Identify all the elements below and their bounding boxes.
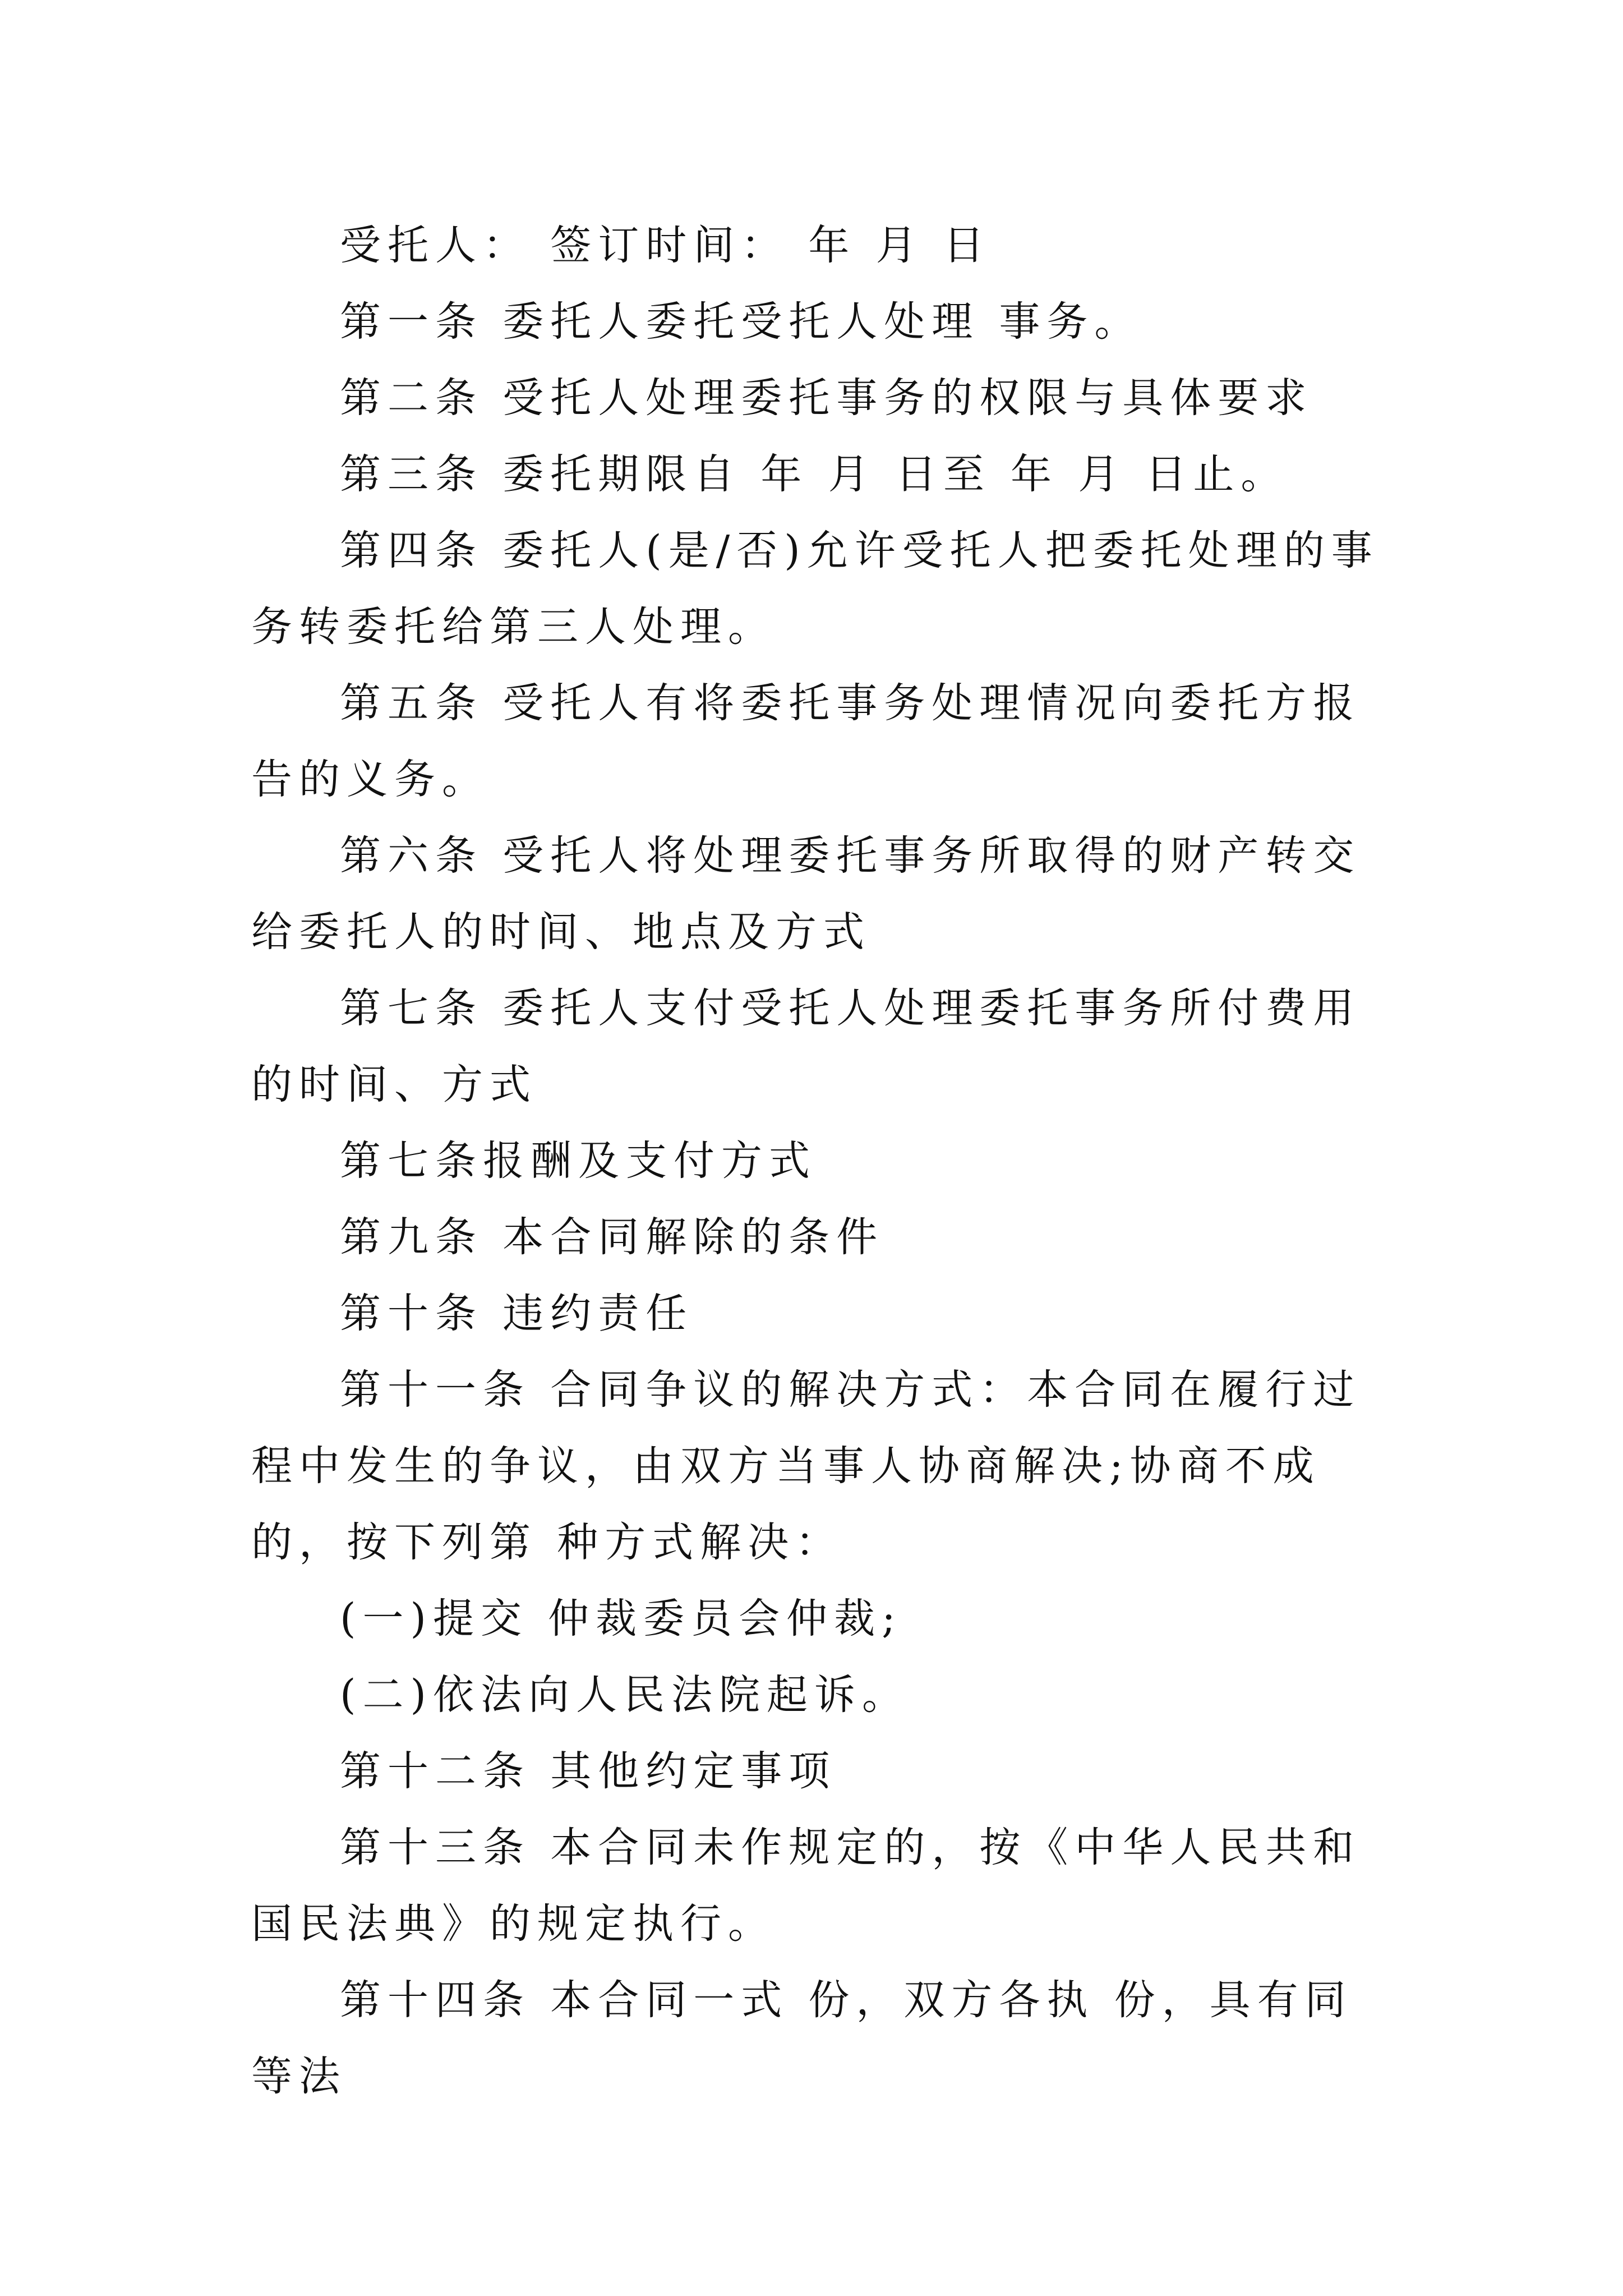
article-7: 第七条 委托人支付受托人处理委托事务所付费用的时间、方式 [251, 984, 1361, 1108]
article-5: 第五条 受托人有将委托事务处理情况向委托方报告的义务。 [251, 679, 1361, 803]
article-4: 第四条 委托人(是/否)允许受托人把委托处理的事务转委托给第三人处理。 [251, 527, 1379, 651]
article-9: 第九条 本合同解除的条件 [340, 1213, 884, 1261]
paragraph-signing-info: 受托人： 签订时间： 年 月 日 [340, 222, 991, 269]
article-14: 第十四条 本合同一式 份，双方各执 份，具有同等法 [251, 1976, 1353, 2100]
article-2: 第二条 受托人处理委托事务的权限与具体要求 [340, 374, 1313, 422]
article-11-option-2: (二)依法向人民法院起诉。 [340, 1671, 910, 1719]
article-3: 第三条 委托期限自 年 月 日至 年 月 日止。 [340, 450, 1289, 498]
article-10: 第十条 违约责任 [340, 1290, 694, 1337]
article-11: 第十一条 合同争议的解决方式：本合同在履行过程中发生的争议，由双方当事人协商解决;协商不成的，按下列第 种方式解决： [251, 1366, 1361, 1566]
article-7-remuneration: 第七条报酬及支付方式 [340, 1137, 817, 1185]
contract-body [251, 208, 1384, 2115]
article-11-option-1: (一)提交 仲裁委员会仲裁; [340, 1595, 902, 1642]
article-6: 第六条 受托人将处理委托事务所取得的财产转交给委托人的时间、地点及方式 [251, 832, 1361, 956]
article-1: 第一条 委托人委托受托人处理 事务。 [340, 298, 1142, 346]
article-12: 第十二条 其他约定事项 [340, 1747, 837, 1795]
article-13: 第十三条 本合同未作规定的，按《中华人民共和国民法典》的规定执行。 [251, 1824, 1361, 1948]
